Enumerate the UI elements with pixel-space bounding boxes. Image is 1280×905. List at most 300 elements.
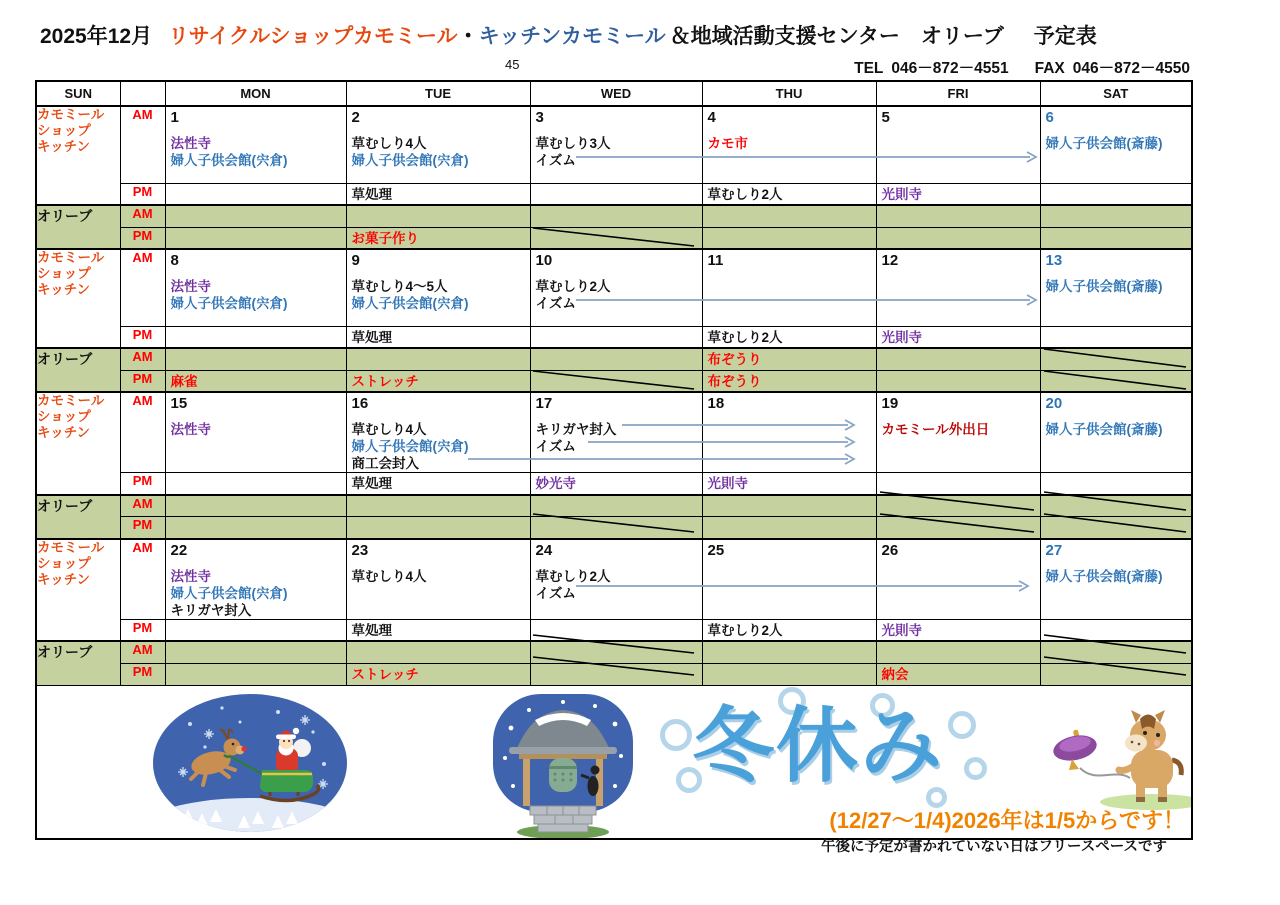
cell-w3-pm-thu — [702, 473, 876, 495]
event-list — [347, 496, 530, 498]
snow-ring — [964, 757, 987, 780]
cell-w2-am-wed — [530, 249, 702, 326]
cell-w2-olive-am-wed — [530, 348, 702, 370]
cell-w2-olive-pm-thu — [702, 370, 876, 392]
pm-label: PM — [120, 326, 165, 348]
illustration-band-cell — [36, 685, 1192, 839]
date-number: 4 — [707, 109, 716, 126]
horse — [1119, 710, 1181, 802]
event-text: 光則寺 — [707, 476, 748, 491]
cell-w2-am-sat — [1040, 249, 1192, 326]
event-list — [166, 620, 346, 622]
date-number: 13 — [1045, 252, 1063, 269]
week4-olive-am-row — [36, 641, 1192, 663]
event-text: 草むしり2人 — [535, 279, 611, 294]
cell-w3-olive-pm-tue — [346, 517, 530, 539]
olive-row-label: オリーブ — [36, 495, 120, 539]
event-text: 草処理 — [351, 329, 392, 345]
cell-w1-am-thu — [702, 106, 876, 183]
event-text: 納会 — [881, 666, 909, 682]
chamomile-label-line: ショップ — [37, 266, 91, 281]
event-list — [1041, 129, 1192, 152]
event-list — [877, 517, 1040, 519]
event-list — [877, 496, 1040, 498]
cell-w1-pm-mon — [165, 183, 346, 205]
event-list — [531, 664, 702, 666]
date-number: 27 — [1045, 541, 1063, 559]
event-list — [703, 272, 876, 278]
olive-am-label: AM — [120, 641, 165, 663]
day-header-blank — [120, 81, 165, 106]
event-text: 婦人子供会館(斎藤) — [1045, 279, 1163, 294]
calendar-body — [36, 106, 1192, 685]
cell-w4-am-tue — [346, 539, 530, 620]
cell-w1-am-sat — [1040, 106, 1192, 183]
event-list — [531, 349, 702, 351]
event-list — [877, 184, 1040, 203]
cell-w2-olive-am-fri — [876, 348, 1040, 370]
winter-vacation-text: 冬休み — [692, 700, 945, 792]
cell-w3-pm-mon — [165, 473, 346, 495]
event-list — [347, 206, 530, 208]
event-list — [1041, 496, 1192, 498]
event-list — [877, 327, 1040, 346]
cell-w1-am-mon — [165, 106, 346, 183]
event-list — [1041, 664, 1192, 666]
cell-w1-olive-pm-wed — [530, 227, 702, 249]
event-text: イズム — [535, 296, 576, 311]
event-text: 草むしり2人 — [707, 622, 783, 638]
cell-w1-pm-wed — [530, 183, 702, 205]
cell-w3-olive-am-fri — [876, 495, 1040, 517]
event-list — [877, 228, 1040, 230]
event-list — [531, 272, 702, 312]
chamomile-label-line: キッチン — [37, 571, 91, 587]
event-list — [1041, 206, 1192, 208]
cell-w2-olive-pm-sat — [1040, 370, 1192, 392]
cell-w3-olive-pm-sat — [1040, 517, 1192, 539]
event-list — [877, 371, 1040, 373]
event-list — [166, 642, 346, 644]
week3-olive-pm-row — [36, 517, 1192, 539]
title-separator: ・ — [457, 25, 479, 48]
event-list — [877, 642, 1040, 644]
cell-w2-pm-wed — [530, 326, 702, 348]
cell-w4-pm-wed — [530, 619, 702, 641]
am-label: AM — [120, 392, 165, 473]
olive-row-label: オリーブ — [36, 205, 120, 249]
event-text: 草処理 — [351, 622, 392, 638]
illustration-band-row — [36, 685, 1192, 839]
snow-ring — [948, 711, 976, 739]
date-number: 5 — [881, 109, 890, 126]
date-number: 6 — [1045, 109, 1054, 126]
date-number: 3 — [535, 109, 544, 126]
chamomile-row-label — [36, 106, 120, 205]
week2-am-row — [36, 249, 1192, 326]
event-list — [703, 184, 876, 203]
snow-ring — [660, 719, 692, 751]
tel-label: TEL — [854, 60, 884, 77]
date-number: 18 — [707, 395, 725, 412]
event-text: 商工会封入 — [351, 456, 419, 471]
schedule-table — [35, 80, 1193, 840]
cell-w2-am-tue — [346, 249, 530, 326]
week2-olive-am-row — [36, 348, 1192, 370]
horse-spinning-top-illustration — [1030, 698, 1192, 810]
event-list — [531, 206, 702, 208]
event-list — [877, 664, 1040, 683]
event-list — [1041, 473, 1192, 475]
event-list — [531, 415, 702, 455]
day-header-row — [36, 81, 1192, 106]
event-list — [703, 206, 876, 208]
day-header-sat: SAT — [1040, 81, 1192, 106]
date-number: 24 — [535, 541, 553, 559]
event-text: 布ぞうり — [707, 373, 762, 389]
cell-w3-am-thu — [702, 392, 876, 473]
cell-w4-olive-pm-tue — [346, 663, 530, 685]
event-text: ストレッチ — [351, 373, 419, 389]
day-header-wed: WED — [530, 81, 702, 106]
week4-pm-row — [36, 619, 1192, 641]
cell-w1-olive-am-fri — [876, 205, 1040, 227]
week1-olive-pm-row — [36, 227, 1192, 249]
cell-w2-olive-pm-wed — [530, 370, 702, 392]
event-list — [1041, 272, 1192, 295]
week1-pm-row — [36, 183, 1192, 205]
santa-sleigh-illustration — [150, 692, 350, 835]
event-list — [166, 327, 346, 329]
event-list — [531, 620, 702, 622]
chamomile-label-line: カモミール — [37, 107, 105, 122]
cell-w3-am-sat — [1040, 392, 1192, 473]
week2-olive-pm-row — [36, 370, 1192, 392]
event-text: 婦人子供会館(宍倉) — [170, 296, 288, 311]
olive-row-label: オリーブ — [36, 641, 120, 685]
event-list — [166, 496, 346, 498]
event-text: イズム — [535, 153, 576, 168]
page-title — [40, 20, 1097, 50]
event-list — [1041, 415, 1192, 438]
event-text: 法性寺 — [170, 422, 211, 437]
date-number: 8 — [170, 252, 179, 269]
event-text: 草むしり4人 — [351, 136, 427, 151]
chamomile-label-line: キッチン — [37, 425, 91, 440]
event-list — [703, 371, 876, 390]
olive-pm-label: PM — [120, 227, 165, 249]
cell-w4-pm-fri — [876, 619, 1040, 641]
cell-w2-pm-fri — [876, 326, 1040, 348]
event-list — [703, 228, 876, 230]
temple-bell-illustration — [483, 694, 643, 838]
cell-w3-pm-tue — [346, 473, 530, 495]
cell-w4-am-fri — [876, 539, 1040, 620]
title-center-name: ＆地域活動支援センター オリーブ — [669, 25, 1004, 48]
date-number: 23 — [351, 541, 369, 559]
chamomile-label-line: キッチン — [37, 139, 91, 154]
event-text: 草処理 — [351, 476, 392, 491]
event-list — [703, 664, 876, 666]
cell-w1-olive-pm-fri — [876, 227, 1040, 249]
event-list — [347, 415, 530, 472]
date-number: 19 — [881, 395, 899, 412]
event-list — [877, 415, 1040, 438]
cell-w4-olive-pm-sat — [1040, 663, 1192, 685]
cell-w2-am-thu — [702, 249, 876, 326]
cell-w2-olive-am-tue — [346, 348, 530, 370]
event-list — [166, 228, 346, 230]
event-list — [877, 129, 1040, 135]
cell-w1-pm-tue — [346, 183, 530, 205]
am-label: AM — [120, 539, 165, 620]
event-list — [347, 664, 530, 683]
cell-w4-olive-pm-fri — [876, 663, 1040, 685]
day-header-tue: TUE — [346, 81, 530, 106]
olive-am-label: AM — [120, 348, 165, 370]
cell-w4-olive-pm-wed — [530, 663, 702, 685]
tel-number: 046－872－4551 — [891, 60, 1009, 77]
event-list — [1041, 371, 1192, 373]
cell-w1-olive-am-tue — [346, 205, 530, 227]
event-list — [531, 228, 702, 230]
event-text: カモミール外出日 — [881, 422, 990, 437]
event-list — [877, 272, 1040, 278]
event-list — [703, 517, 876, 519]
pm-label: PM — [120, 183, 165, 205]
event-list — [1041, 327, 1192, 329]
am-label: AM — [120, 249, 165, 326]
cell-w3-olive-am-mon — [165, 495, 346, 517]
cell-w2-olive-am-sat — [1040, 348, 1192, 370]
cell-w4-olive-am-mon — [165, 641, 346, 663]
event-list — [531, 371, 702, 373]
chamomile-label-line: ショップ — [37, 123, 91, 138]
cell-w3-olive-am-thu — [702, 495, 876, 517]
date-number: 17 — [535, 395, 553, 412]
winter-vacation-headline — [660, 691, 995, 813]
cell-w2-pm-mon — [165, 326, 346, 348]
event-list — [531, 642, 702, 644]
cell-w4-am-thu — [702, 539, 876, 620]
event-text: キリガヤ封入 — [535, 422, 617, 437]
cell-w3-olive-pm-thu — [702, 517, 876, 539]
event-text: 婦人子供会館(宍倉) — [351, 296, 469, 311]
event-list — [531, 517, 702, 519]
cell-w4-olive-pm-thu — [702, 663, 876, 685]
free-space-note: 午後に予定が書かれていない日はフリースペースです — [821, 839, 1167, 855]
cell-w3-olive-pm-wed — [530, 517, 702, 539]
event-list — [703, 496, 876, 498]
date-number: 20 — [1045, 395, 1063, 412]
cell-w1-pm-thu — [702, 183, 876, 205]
event-list — [531, 562, 702, 602]
event-list — [347, 517, 530, 519]
event-text: お菓子作り — [351, 230, 419, 246]
chamomile-row-label — [36, 249, 120, 348]
event-list — [531, 184, 702, 186]
event-text: 法性寺 — [170, 136, 211, 151]
event-text: イズム — [535, 585, 576, 601]
cell-w1-olive-am-mon — [165, 205, 346, 227]
day-header-fri: FRI — [876, 81, 1040, 106]
event-list — [347, 272, 530, 312]
event-text: 草むしり4人 — [351, 422, 427, 437]
cell-w3-am-mon — [165, 392, 346, 473]
event-list — [877, 620, 1040, 639]
event-list — [347, 327, 530, 346]
chamomile-row-label — [36, 392, 120, 495]
cell-w3-olive-pm-mon — [165, 517, 346, 539]
cell-w1-olive-am-sat — [1040, 205, 1192, 227]
cell-w1-am-tue — [346, 106, 530, 183]
cell-w4-pm-mon — [165, 619, 346, 641]
event-text: 婦人子供会館(宍倉) — [351, 153, 469, 168]
day-header-thu: THU — [702, 81, 876, 106]
date-number: 1 — [170, 109, 179, 126]
week2-pm-row — [36, 326, 1192, 348]
day-header-sun: SUN — [36, 81, 120, 106]
cell-w1-am-wed — [530, 106, 702, 183]
event-text: イズム — [535, 439, 576, 454]
event-text: 婦人子供会館(宍倉) — [351, 439, 469, 454]
date-number: 15 — [170, 395, 188, 412]
cell-w3-am-wed — [530, 392, 702, 473]
chamomile-row-label — [36, 539, 120, 642]
cell-w3-pm-sat — [1040, 473, 1192, 495]
cell-w2-pm-tue — [346, 326, 530, 348]
event-list — [877, 473, 1040, 475]
week3-pm-row — [36, 473, 1192, 495]
title-kitchen-name: キッチンカモミール — [478, 25, 666, 48]
event-list — [166, 184, 346, 186]
event-list — [1041, 349, 1192, 351]
olive-am-label: AM — [120, 495, 165, 517]
cell-w4-pm-tue — [346, 619, 530, 641]
event-list — [531, 327, 702, 329]
event-list — [703, 620, 876, 639]
cell-w3-pm-wed — [530, 473, 702, 495]
date-number: 11 — [707, 252, 724, 269]
week3-am-row — [36, 392, 1192, 473]
date-number: 10 — [535, 252, 553, 269]
event-text: 布ぞうり — [707, 352, 762, 367]
cell-w3-am-fri — [876, 392, 1040, 473]
chamomile-label-line: カモミール — [37, 250, 105, 265]
date-number: 25 — [707, 541, 725, 559]
event-list — [703, 642, 876, 644]
title-shop-name: リサイクルショップカモミール — [168, 25, 458, 48]
event-text: 草処理 — [351, 186, 392, 202]
event-list — [1041, 517, 1192, 519]
date-number: 26 — [881, 541, 899, 559]
event-list — [703, 562, 876, 568]
event-list — [166, 415, 346, 438]
event-text: 光則寺 — [881, 186, 922, 202]
chamomile-label-line: ショップ — [37, 409, 91, 424]
chamomile-label-line: カモミール — [37, 539, 105, 555]
olive-pm-label: PM — [120, 517, 165, 539]
olive-pm-label: PM — [120, 663, 165, 685]
chamomile-label-line: カモミール — [37, 393, 105, 408]
event-list — [166, 473, 346, 475]
event-text: 婦人子供会館(宍倉) — [170, 585, 288, 601]
week1-olive-am-row — [36, 205, 1192, 227]
cell-w2-olive-am-thu — [702, 348, 876, 370]
cell-w2-olive-pm-mon — [165, 370, 346, 392]
cell-w3-olive-am-sat — [1040, 495, 1192, 517]
event-list — [166, 517, 346, 519]
event-list — [703, 415, 876, 421]
cell-w4-olive-am-sat — [1040, 641, 1192, 663]
event-list — [531, 473, 702, 492]
cell-w1-pm-fri — [876, 183, 1040, 205]
event-list — [531, 496, 702, 498]
cell-w2-am-fri — [876, 249, 1040, 326]
event-list — [703, 473, 876, 492]
week4-olive-pm-row — [36, 663, 1192, 685]
pm-label: PM — [120, 473, 165, 495]
event-list — [347, 562, 530, 585]
pm-label: PM — [120, 619, 165, 641]
olive-pm-label: PM — [120, 370, 165, 392]
event-list — [703, 327, 876, 346]
olive-am-label: AM — [120, 205, 165, 227]
event-text: カモ市 — [707, 136, 748, 151]
date-number: 12 — [881, 252, 899, 269]
cell-w4-pm-sat — [1040, 619, 1192, 641]
event-text: キリガヤ封入 — [170, 602, 252, 618]
cell-w2-pm-thu — [702, 326, 876, 348]
event-list — [1041, 642, 1192, 644]
event-text: 光則寺 — [881, 622, 922, 638]
event-text: 婦人子供会館(斎藤) — [1045, 422, 1163, 437]
holiday-period-note: (12/27～1/4)2026年は1/5からです！ — [829, 807, 1185, 833]
event-text: 光則寺 — [881, 329, 922, 345]
cell-w2-olive-pm-tue — [346, 370, 530, 392]
event-list — [347, 129, 530, 169]
fax-number: 046－872－4550 — [1072, 60, 1190, 77]
cell-w3-olive-am-tue — [346, 495, 530, 517]
cell-w3-am-tue — [346, 392, 530, 473]
event-list — [347, 371, 530, 390]
cell-w1-olive-pm-mon — [165, 227, 346, 249]
event-list — [347, 620, 530, 639]
cell-w3-olive-pm-fri — [876, 517, 1040, 539]
contact-line — [854, 56, 1190, 78]
chamomile-label-line: ショップ — [37, 555, 91, 571]
cell-w1-am-fri — [876, 106, 1040, 183]
cell-w4-olive-am-wed — [530, 641, 702, 663]
cell-w4-olive-am-fri — [876, 641, 1040, 663]
week1-am-row — [36, 106, 1192, 183]
cell-w1-pm-sat — [1040, 183, 1192, 205]
event-list — [347, 228, 530, 247]
title-suffix: 予定表 — [1033, 25, 1097, 48]
event-text: 婦人子供会館(斎藤) — [1045, 568, 1163, 584]
page-number: 45 — [505, 57, 520, 72]
cell-w1-olive-pm-thu — [702, 227, 876, 249]
stone-base — [517, 806, 609, 838]
event-list — [166, 371, 346, 390]
event-text: ストレッチ — [351, 666, 419, 682]
event-list — [1041, 228, 1192, 230]
event-list — [166, 129, 346, 169]
week3-olive-am-row — [36, 495, 1192, 517]
event-list — [1041, 620, 1192, 622]
event-list — [877, 562, 1040, 568]
event-text: 草むしり2人 — [535, 568, 611, 584]
